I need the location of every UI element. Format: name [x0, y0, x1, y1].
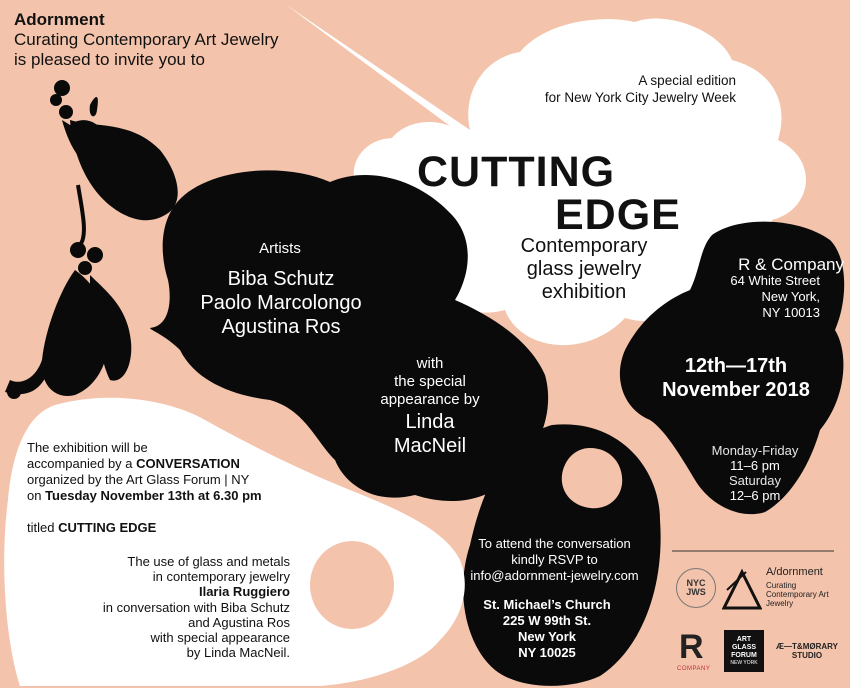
white-blob-hole	[310, 541, 394, 629]
venue-address	[700, 273, 820, 321]
conversation-line-2-text: accompanied by a	[27, 456, 137, 471]
title-line-1: CUTTING	[417, 148, 616, 196]
brand-name: Adornment	[14, 10, 105, 29]
talk-line-4: in conversation with Biba Schutz	[102, 599, 290, 615]
agf-line-1: ART	[736, 636, 752, 643]
exhibition-dates	[636, 354, 836, 402]
adornment-logo	[722, 566, 832, 614]
venue-zip: NY 10013	[762, 305, 820, 320]
titled-name: CUTTING EDGE	[58, 520, 157, 535]
talk-line-5: and Agustina Ros	[188, 614, 290, 630]
contemporary-studio-logo: Æ—T&MØRARY STUDIO	[776, 642, 838, 660]
church-zip: NY 10025	[518, 645, 576, 660]
special-edition-note	[500, 72, 736, 106]
adornment-logo-title: A/dornment	[766, 566, 823, 578]
guest-line-3: appearance by	[380, 391, 480, 408]
talk-line-6: with special appearance	[150, 630, 290, 646]
conversation-date-line	[27, 488, 287, 504]
conversation-line-1: The exhibition will be	[27, 440, 148, 455]
conversation-title	[27, 521, 156, 536]
church-street: 225 W 99th St.	[502, 613, 592, 628]
rsvp-line-1: To attend the conversation	[478, 536, 631, 551]
saturday-hours: 12–6 pm	[729, 488, 781, 503]
triangle-logo-icon	[722, 568, 762, 612]
rsvp-email-link[interactable]: info@adornment-jewelry.com	[470, 568, 639, 583]
conversation-line-2	[27, 456, 287, 472]
header-invite-line: is pleased to invite you to	[14, 50, 205, 69]
artist-name: Paolo Marcolongo	[200, 292, 362, 314]
subtitle-line-1: Contemporary	[520, 235, 648, 257]
special-guest-name	[355, 410, 505, 458]
date-month-year: November 2018	[662, 379, 810, 401]
venue-street: 64 White Street	[730, 273, 820, 288]
conversation-details	[27, 440, 287, 504]
subtitle-line-2: glass jewelry	[526, 258, 642, 280]
special-line-2: for New York City Jewelry Week	[544, 90, 736, 105]
church-city: New York	[517, 629, 577, 644]
venue-city: New York,	[761, 289, 820, 304]
artist-name: Agustina Ros	[221, 316, 341, 338]
guest-last-name: MacNeil	[393, 435, 467, 457]
weekday-hours: 11–6 pm	[730, 458, 780, 473]
artist-name: Biba Schutz	[227, 268, 335, 290]
conversation-date: Tuesday November 13th at 6.30 pm	[45, 488, 262, 503]
special-guest-intro	[360, 355, 500, 409]
church-address	[472, 597, 622, 661]
weekday-label: Monday-Friday	[711, 443, 799, 458]
exhibition-subtitle	[496, 235, 672, 304]
title-line-2: EDGE	[555, 191, 681, 239]
venue-name: R & Company	[738, 255, 844, 274]
date-range: 12th—17th	[684, 355, 788, 377]
opening-hours	[700, 443, 810, 503]
guest-line-1: with	[416, 355, 444, 372]
conversation-date-prefix: on	[27, 488, 46, 503]
adornment-logo-subtitle: Curating Contemporary Art Jewelry	[766, 581, 829, 608]
agf-line-4: NEW YORK	[730, 660, 758, 666]
guest-line-2: the special	[394, 373, 466, 390]
artists-label: Artists	[259, 240, 301, 257]
nycjw-logo: NYC JWS	[676, 568, 716, 608]
conversation-organizer: organized by the Art Glass Forum | NY	[27, 472, 250, 487]
agf-line-2: GLASS	[731, 644, 757, 651]
talk-line-1: The use of glass and metals	[127, 554, 290, 569]
talk-line-2: in contemporary jewelry	[152, 569, 290, 585]
conversation-keyword: CONVERSATION	[136, 456, 240, 471]
invitation-header	[14, 10, 279, 70]
talk-line-7: by Linda MacNeil.	[186, 645, 290, 661]
agf-line-3: FORUM	[731, 652, 757, 659]
subtitle-line-3: exhibition	[541, 281, 627, 303]
rsvp-line-2: kindly RSVP to	[511, 552, 598, 567]
guest-first-name: Linda	[405, 411, 455, 433]
church-name: St. Michael’s Church	[483, 597, 611, 612]
art-glass-forum-logo	[724, 630, 764, 672]
talk-speaker: Ilaria Ruggiero	[198, 584, 290, 600]
plant-silhouette	[5, 80, 178, 399]
header-tagline: Curating Contemporary Art Jewelry	[14, 30, 279, 49]
saturday-label: Saturday	[728, 473, 782, 488]
artist-names	[170, 267, 392, 339]
talk-description	[90, 554, 290, 660]
rsvp-info	[467, 536, 642, 584]
rcompany-letter: R	[679, 628, 704, 666]
special-line-1: A special edition	[638, 73, 736, 88]
rcompany-logo	[677, 628, 715, 676]
rcompany-sub: COMPANY	[677, 666, 711, 672]
titled-prefix: titled	[27, 520, 59, 535]
